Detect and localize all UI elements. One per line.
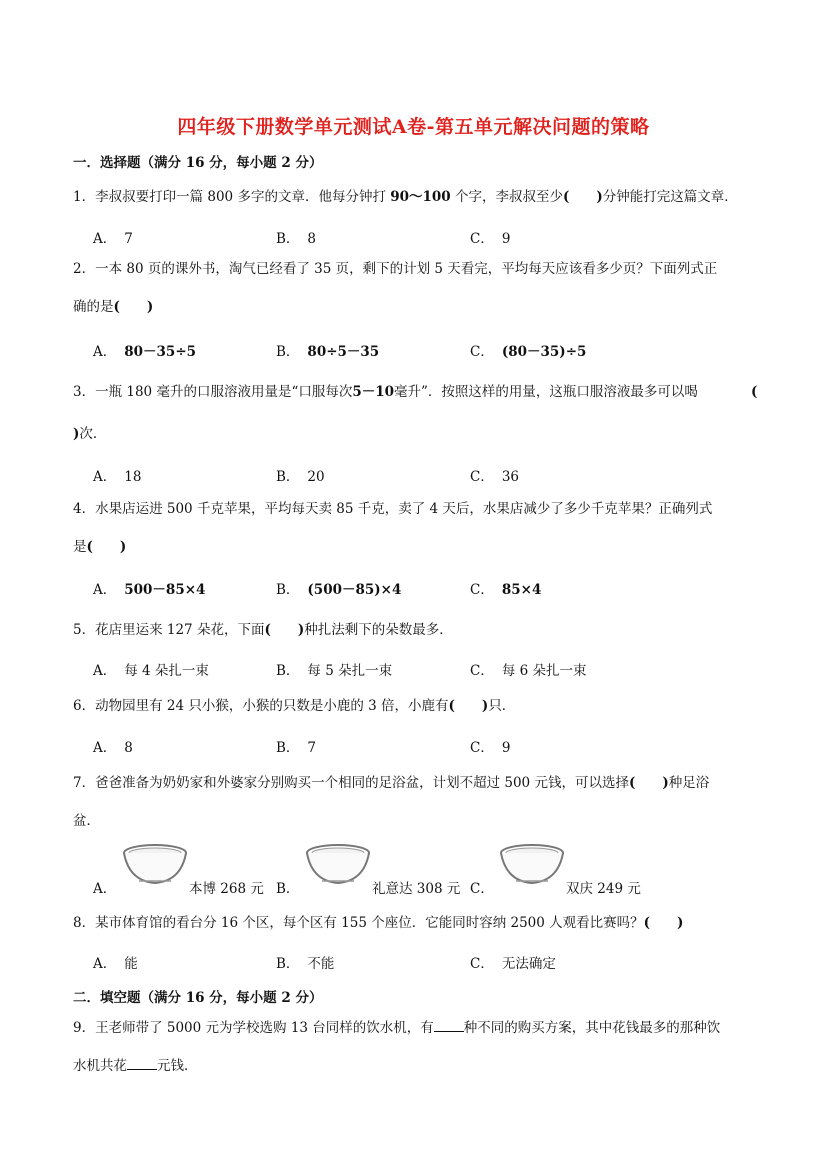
option-a[interactable]: A． 500－85×4 <box>93 582 206 598</box>
option-b[interactable]: B． 80÷5－35 <box>276 344 380 360</box>
answer-blank[interactable]: ( ) <box>86 539 127 555</box>
question-2-options <box>93 340 753 362</box>
option-b[interactable]: B． 7 <box>276 740 317 756</box>
option-c[interactable]: C． 每 6 朵扎一束 <box>470 663 587 679</box>
question-5-options <box>93 659 753 681</box>
question-6: 6．动物园里有 24 只小猴，小猴的只数是小鹿的 3 倍，小鹿有( )只． <box>73 698 516 714</box>
option-a[interactable]: A． 18 <box>93 469 142 485</box>
question-8-options <box>93 952 753 974</box>
page-title: 四年级下册数学单元测试A卷-第五单元解决问题的策略 <box>177 116 650 138</box>
answer-blank[interactable]: ( ) <box>563 189 603 205</box>
section-heading-choice: 一．选择题（满分 16 分，每小题 2 分） <box>73 155 323 171</box>
answer-blank[interactable]: ( ) <box>448 698 489 714</box>
question-4: 4．水果店运进 500 千克苹果，平均每天卖 85 千克，卖了 4 天后，水果店减少了多少千克苹果？正确列式 是( ) <box>73 501 713 555</box>
question-8: 8．某市体育馆的看台分 16 个区，每个区有 155 个座位．它能同时容纳 2500 人观看比赛吗？( ) <box>73 915 684 931</box>
answer-blank[interactable]: ( ) <box>628 775 669 791</box>
question-3: 3．一瓶 180 毫升的口服溶液用量是“口服每次5－10毫升”．按照这样的用量，这瓶口服溶液最多可以喝 ( )次． <box>73 373 763 453</box>
option-c[interactable]: C． (80－35)÷5 <box>470 344 587 360</box>
answer-blank-open[interactable]: ( <box>751 384 758 400</box>
question-1: 1．李叔叔要打印一篇 800 多字的文章．他每分钟打 90～100 个字，李叔叔至少( )分钟能打完这篇文章． <box>73 189 738 205</box>
foot-basin-icon <box>304 843 372 887</box>
option-c[interactable]: C． 9 <box>470 231 511 247</box>
option-b[interactable]: B． (500－85)×4 <box>276 582 402 598</box>
fill-blank[interactable] <box>127 1055 157 1070</box>
section-heading-fill-in: 二．填空题（满分 16 分，每小题 2 分） <box>73 990 323 1006</box>
option-b[interactable]: B． 20 <box>276 469 325 485</box>
option-c[interactable]: C． 无法确定 <box>470 956 556 972</box>
foot-basin-icon <box>121 843 189 887</box>
question-9: 9．王老师带了 5000 元为学校选购 13 台同样的饮水机，有 种不同的购买方案，其中花钱最多的那种饮 水机共花 元钱． <box>73 1009 763 1085</box>
foot-basin-icon <box>498 843 566 887</box>
option-b[interactable]: B． 每 5 朵扎一束 <box>276 663 393 679</box>
answer-blank[interactable]: ( ) <box>643 915 684 931</box>
question-4-options <box>93 578 753 600</box>
question-1-options <box>93 227 753 249</box>
answer-blank[interactable]: ( ) <box>113 299 154 315</box>
option-c[interactable]: C． 85×4 <box>470 582 542 598</box>
option-c[interactable]: C． 9 <box>470 740 511 756</box>
option-a[interactable]: A． 8 <box>93 740 133 756</box>
option-c[interactable]: C． 36 <box>470 469 520 485</box>
answer-blank[interactable]: ( ) <box>264 622 305 638</box>
question-7-options: A． 本博 268 元 B． 礼意达 308 元 C． 双庆 249 元 <box>93 843 753 893</box>
option-a[interactable]: A． 能 <box>93 956 138 972</box>
fill-blank[interactable] <box>434 1017 464 1032</box>
option-a[interactable]: A． 每 4 朵扎一束 <box>93 663 209 679</box>
answer-blank-close[interactable]: ) <box>73 426 80 442</box>
question-6-options <box>93 736 753 758</box>
question-5: 5．花店里运来 127 朵花，下面( )种扎法剩下的朵数最多． <box>73 622 453 638</box>
question-2: 2．一本 80 页的课外书，淘气已经看了 35 页，剩下的计划 5 天看完，平均每天应该看多少页？下面列式正 确的是( ) <box>73 261 718 315</box>
question-7: 7．爸爸准备为奶奶家和外婆家分别购买一个相同的足浴盆，计划不超过 500 元钱，可以选择( )种足浴 盆． <box>73 775 710 829</box>
option-a[interactable]: A． 80－35÷5 <box>93 344 197 360</box>
option-b[interactable]: B． 8 <box>276 231 317 247</box>
option-b[interactable]: B． 不能 <box>276 956 335 972</box>
question-3-options <box>93 465 753 487</box>
option-a[interactable]: A． 7 <box>93 231 133 247</box>
